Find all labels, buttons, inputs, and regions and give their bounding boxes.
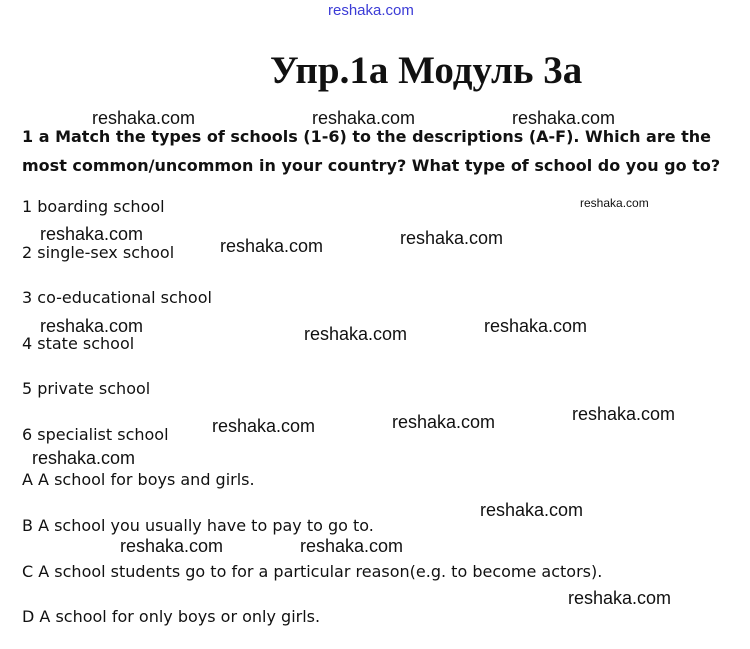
watermark: reshaka.com	[300, 536, 404, 556]
watermark: reshaka.com	[512, 108, 616, 128]
watermark: reshaka.com	[480, 500, 584, 520]
watermark: reshaka.com	[400, 228, 504, 248]
watermark: reshaka.com	[312, 108, 416, 128]
watermark: reshaka.com	[304, 324, 408, 344]
watermark: reshaka.com	[32, 448, 136, 468]
description-item: D A school for only boys or only girls.	[22, 607, 321, 626]
watermark: reshaka.com	[220, 236, 324, 256]
watermark: reshaka.com	[120, 536, 224, 556]
school-type-item: 3 co-educational school	[22, 288, 212, 307]
watermark: reshaka.com	[484, 316, 588, 336]
school-type-item: 4 state school	[22, 334, 135, 353]
watermark: reshaka.com	[580, 196, 649, 210]
school-type-item: 5 private school	[22, 379, 151, 398]
watermark: reshaka.com	[392, 412, 496, 432]
description-item: C A school students go to for a particular reason(e.g. to become actors).	[22, 562, 603, 581]
description-item: B A school you usually have to pay to go to.	[22, 516, 374, 535]
school-type-item: 1 boarding school	[22, 197, 165, 216]
school-type-item: 6 specialist school	[22, 425, 169, 444]
watermark: reshaka.com	[568, 588, 672, 608]
school-type-item: 2 single-sex school	[22, 243, 175, 262]
watermark: reshaka.com	[212, 416, 316, 436]
watermark: reshaka.com	[40, 224, 144, 244]
page-title: Упр.1а Модуль 3а	[270, 49, 583, 92]
site-link[interactable]: reshaka.com	[328, 2, 414, 19]
watermark: reshaka.com	[40, 316, 144, 336]
description-item: A A school for boys and girls.	[22, 470, 255, 489]
watermark: reshaka.com	[92, 108, 196, 128]
watermark: reshaka.com	[572, 404, 676, 424]
task-instructions: 1 a Match the types of schools (1-6) to the descriptions (A-F). Which are the most common/uncommon in your country? What type of school do you go to?	[22, 127, 721, 175]
